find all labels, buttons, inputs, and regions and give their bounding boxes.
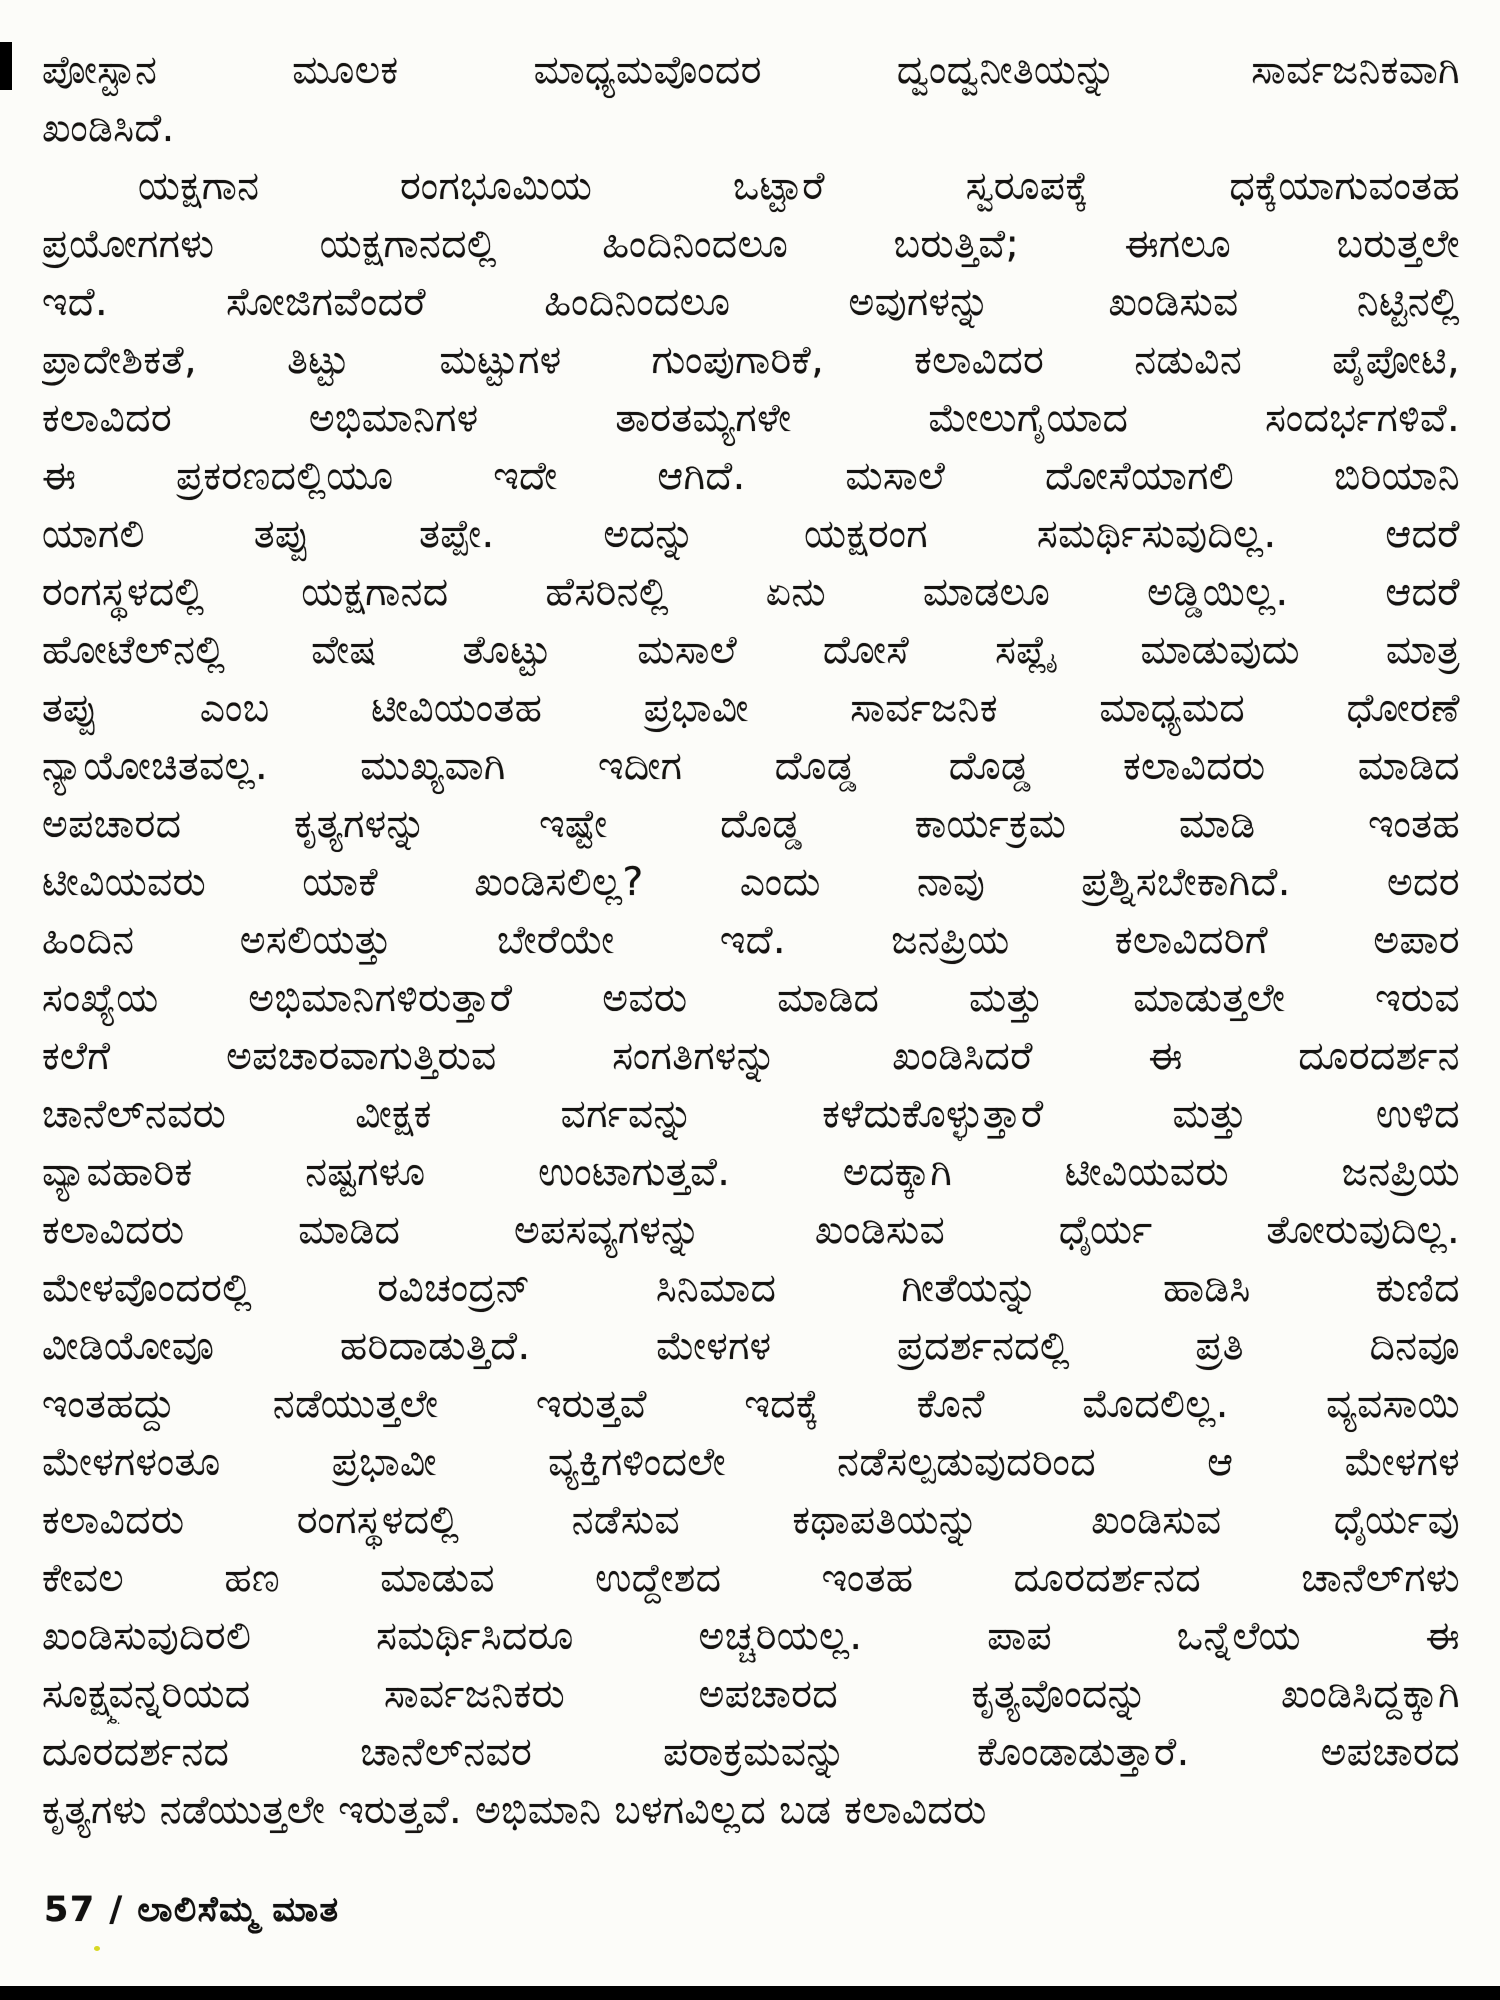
text-line: ಕಲಾವಿದರು ರಂಗಸ್ಥಳದಲ್ಲಿ ನಡೆಸುವ ಕಥಾಪತಿಯನ್ನು ಖಂಡಿಸುವ ಧೈರ್ಯವು: [42, 1498, 1460, 1543]
text-line: ಇಂತಹದ್ದು ನಡೆಯುತ್ತಲೇ ಇರುತ್ತವೆ ಇದಕ್ಕೆ ಕೊನೆ ಮೊದಲಿಲ್ಲ. ವ್ಯವಸಾಯಿ: [42, 1382, 1460, 1427]
text-line: ಯಕ್ಷಗಾನ ರಂಗಭೂಮಿಯ ಒಟ್ಟಾರೆ ಸ್ವರೂಪಕ್ಕೆ ಧಕ್ಕೆಯಾಗುವಂತಹ: [138, 164, 1460, 209]
text-line: ಕೃತ್ಯಗಳು ನಡೆಯುತ್ತಲೇ ಇರುತ್ತವೆ. ಅಭಿಮಾನಿ ಬಳಗವಿಲ್ಲದ ಬಡ ಕಲಾವಿದರು: [42, 1788, 987, 1833]
scan-edge-bar: [0, 1986, 1500, 2000]
paragraph: [42, 42, 1460, 158]
text-line: ಪೋಸ್ಟಾನ ಮೂಲಕ ಮಾಧ್ಯಮವೊಂದರ ದ್ವಂದ್ವನೀತಿಯನ್ನು ಸಾರ್ವಜನಿಕವಾಗಿ: [42, 48, 1460, 93]
text-line: ಈ ಪ್ರಕರಣದಲ್ಲಿಯೂ ಇದೇ ಆಗಿದೆ. ಮಸಾಲೆ ದೋಸೆಯಾಗಲಿ ಬಿರಿಯಾನಿ: [42, 454, 1460, 499]
text-line: ದೂರದರ್ಶನದ ಚಾನೆಲ್‌ನವರ ಪರಾಕ್ರಮವನ್ನು ಕೊಂಡಾಡುತ್ತಾರೆ. ಅಪಚಾರದ: [42, 1730, 1460, 1775]
body-text: [42, 42, 1460, 1840]
text-line: ಕಲಾವಿದರ ಅಭಿಮಾನಿಗಳ ತಾರತಮ್ಯಗಳೇ ಮೇಲುಗೈಯಾದ ಸಂದರ್ಭಗಳಿವೆ.: [42, 396, 1460, 441]
text-line: ವೀಡಿಯೋವೂ ಹರಿದಾಡುತ್ತಿದೆ. ಮೇಳಗಳ ಪ್ರದರ್ಶನದಲ್ಲಿ ಪ್ರತಿ ದಿನವೂ: [42, 1324, 1460, 1369]
text-line: ಇದೆ. ಸೋಜಿಗವೆಂದರೆ ಹಿಂದಿನಿಂದಲೂ ಅವುಗಳನ್ನು ಖಂಡಿಸುವ ನಿಟ್ಟಿನಲ್ಲಿ: [42, 280, 1460, 325]
paragraph: [42, 158, 1460, 1840]
text-line: ಹಿಂದಿನ ಅಸಲಿಯತ್ತು ಬೇರೆಯೇ ಇದೆ. ಜನಪ್ರಿಯ ಕಲಾವಿದರಿಗೆ ಅಪಾರ: [42, 918, 1460, 963]
page-number-and-book-title: 57 / ಲಾಲಿಸೆಮ್ಮ ಮಾತ: [44, 1890, 340, 1930]
text-line: ಕೇವಲ ಹಣ ಮಾಡುವ ಉದ್ದೇಶದ ಇಂತಹ ದೂರದರ್ಶನದ ಚಾನೆಲ್‌ಗಳು: [42, 1556, 1460, 1601]
text-line: ಹೋಟೆಲ್‌ನಲ್ಲಿ ವೇಷ ತೊಟ್ಟು ಮಸಾಲೆ ದೋಸೆ ಸಪ್ಲೈ ಮಾಡುವುದು ಮಾತ್ರ: [42, 628, 1460, 673]
scan-speck: [94, 1946, 100, 1951]
scan-artifact-left-margin: [0, 42, 12, 90]
text-line: ಅಪಚಾರದ ಕೃತ್ಯಗಳನ್ನು ಇಷ್ಟೇ ದೊಡ್ಡ ಕಾರ್ಯಕ್ರಮ ಮಾಡಿ ಇಂತಹ: [42, 802, 1460, 847]
text-line: ಖಂಡಿಸಿದೆ.: [42, 106, 175, 151]
page-footer: [44, 1890, 340, 1930]
text-line: ವ್ಯಾವಹಾರಿಕ ನಷ್ಟಗಳೂ ಉಂಟಾಗುತ್ತವೆ. ಅದಕ್ಕಾಗಿ ಟೀವಿಯವರು ಜನಪ್ರಿಯ: [42, 1150, 1460, 1195]
text-line: ನ್ಯಾಯೋಚಿತವಲ್ಲ. ಮುಖ್ಯವಾಗಿ ಇದೀಗ ದೊಡ್ಡ ದೊಡ್ಡ ಕಲಾವಿದರು ಮಾಡಿದ: [42, 744, 1460, 789]
text-line: ರಂಗಸ್ಥಳದಲ್ಲಿ ಯಕ್ಷಗಾನದ ಹೆಸರಿನಲ್ಲಿ ಏನು ಮಾಡಲೂ ಅಡ್ಡಿಯಿಲ್ಲ. ಆದರೆ: [42, 570, 1460, 615]
text-line: ಪ್ರಾದೇಶಿಕತೆ, ತಿಟ್ಟು ಮಟ್ಟುಗಳ ಗುಂಪುಗಾರಿಕೆ, ಕಲಾವಿದರ ನಡುವಿನ ಪೈಪೋಟಿ,: [42, 338, 1460, 383]
text-line: ಪ್ರಯೋಗಗಳು ಯಕ್ಷಗಾನದಲ್ಲಿ ಹಿಂದಿನಿಂದಲೂ ಬರುತ್ತಿವೆ; ಈಗಲೂ ಬರುತ್ತಲೇ: [42, 222, 1460, 267]
text-line: ಯಾಗಲಿ ತಪ್ಪು ತಪ್ಪೇ. ಅದನ್ನು ಯಕ್ಷರಂಗ ಸಮರ್ಥಿಸುವುದಿಲ್ಲ. ಆದರೆ: [42, 512, 1460, 557]
text-line: ಸೂಕ್ಷ್ಮವನ್ನರಿಯದ ಸಾರ್ವಜನಿಕರು ಅಪಚಾರದ ಕೃತ್ಯವೊಂದನ್ನು ಖಂಡಿಸಿದ್ದಕ್ಕಾಗಿ: [42, 1672, 1460, 1717]
text-line: ಟೀವಿಯವರು ಯಾಕೆ ಖಂಡಿಸಲಿಲ್ಲ? ಎಂದು ನಾವು ಪ್ರಶ್ನಿಸಬೇಕಾಗಿದೆ. ಅದರ: [42, 860, 1460, 905]
text-line: ತಪ್ಪು ಎಂಬ ಟೀವಿಯಂತಹ ಪ್ರಭಾವೀ ಸಾರ್ವಜನಿಕ ಮಾಧ್ಯಮದ ಧೋರಣೆ: [42, 686, 1460, 731]
text-line: ಕಲೆಗೆ ಅಪಚಾರವಾಗುತ್ತಿರುವ ಸಂಗತಿಗಳನ್ನು ಖಂಡಿಸಿದರೆ ಈ ದೂರದರ್ಶನ: [42, 1034, 1460, 1079]
text-line: ಮೇಳಗಳಂತೂ ಪ್ರಭಾವೀ ವ್ಯಕ್ತಿಗಳಿಂದಲೇ ನಡೆಸಲ್ಪಡುವುದರಿಂದ ಆ ಮೇಳಗಳ: [42, 1440, 1460, 1485]
text-line: ಮೇಳವೊಂದರಲ್ಲಿ ರವಿಚಂದ್ರನ್ ಸಿನಿಮಾದ ಗೀತೆಯನ್ನು ಹಾಡಿಸಿ ಕುಣಿದ: [42, 1266, 1460, 1311]
text-line: ಚಾನೆಲ್‌ನವರು ವೀಕ್ಷಕ ವರ್ಗವನ್ನು ಕಳೆದುಕೊಳ್ಳುತ್ತಾರೆ ಮತ್ತು ಉಳಿದ: [42, 1092, 1460, 1137]
text-line: ಕಲಾವಿದರು ಮಾಡಿದ ಅಪಸವ್ಯಗಳನ್ನು ಖಂಡಿಸುವ ಧೈರ್ಯ ತೋರುವುದಿಲ್ಲ.: [42, 1208, 1460, 1253]
text-line: ಖಂಡಿಸುವುದಿರಲಿ ಸಮರ್ಥಿಸಿದರೂ ಅಚ್ಚರಿಯಲ್ಲ. ಪಾಪ ಒನ್ನೆಲೆಯ ಈ: [42, 1614, 1460, 1659]
text-line: ಸಂಖ್ಯೆಯ ಅಭಿಮಾನಿಗಳಿರುತ್ತಾರೆ ಅವರು ಮಾಡಿದ ಮತ್ತು ಮಾಡುತ್ತಲೇ ಇರುವ: [42, 976, 1460, 1021]
